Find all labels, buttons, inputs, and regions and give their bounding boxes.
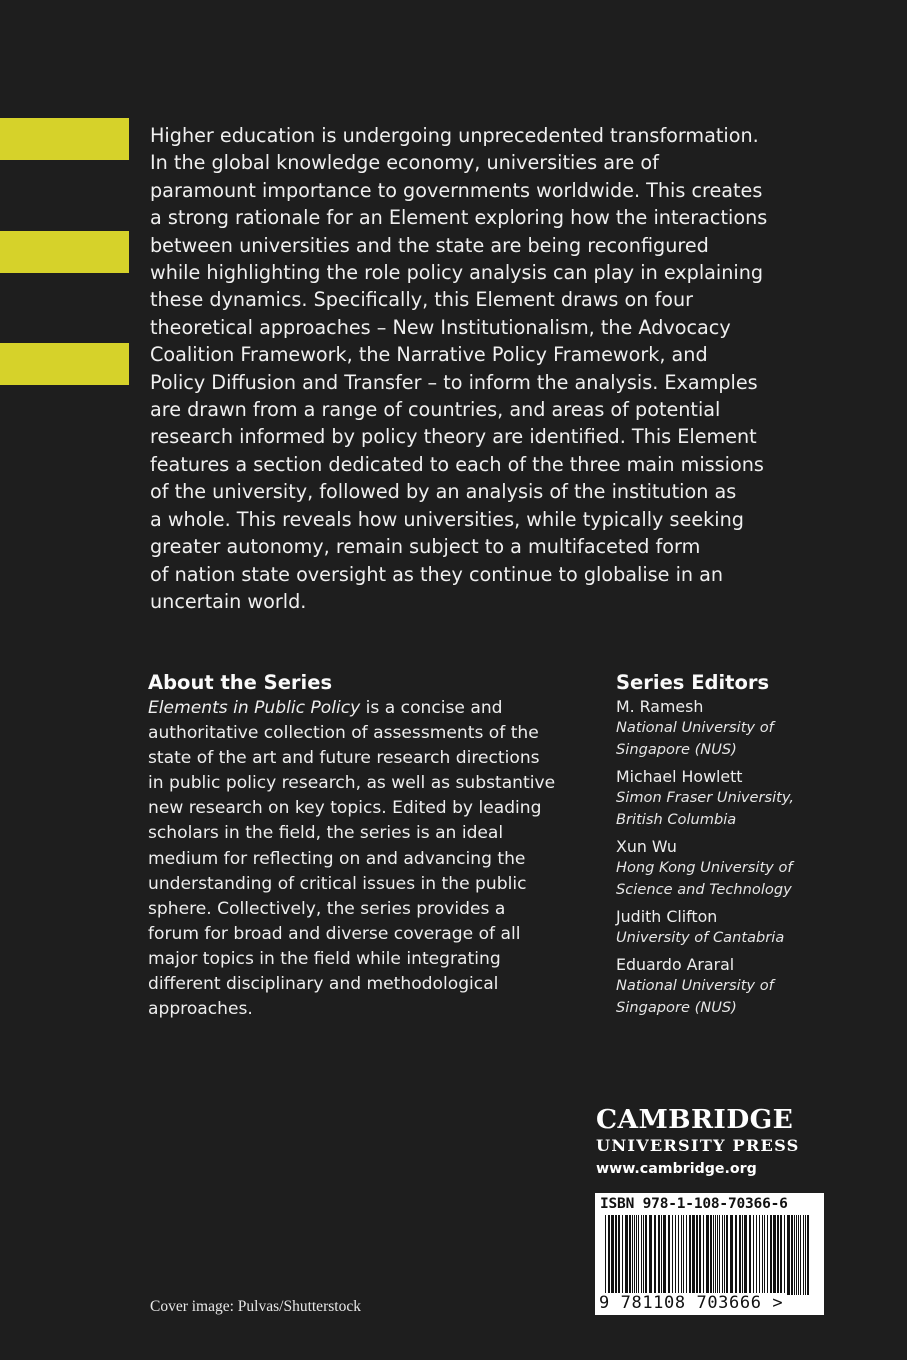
editor-affiliation: Science and Technology bbox=[616, 881, 792, 898]
editor-affiliation: British Columbia bbox=[616, 811, 737, 828]
barcode-bar bbox=[605, 1215, 606, 1295]
about-text bbox=[148, 696, 588, 1022]
editor-entry bbox=[616, 906, 896, 949]
blurb-line: are drawn from a range of countries, and areas of potential bbox=[150, 398, 721, 422]
editor-name: Judith Clifton bbox=[616, 907, 718, 926]
editor-affiliation: Hong Kong University of bbox=[616, 859, 793, 876]
about-line: sphere. Collectively, the series provides a bbox=[148, 898, 506, 919]
barcode-bar bbox=[762, 1215, 763, 1295]
barcode-bar bbox=[798, 1215, 799, 1295]
blurb-line: paramount importance to governments worldwide. This creates bbox=[150, 178, 763, 202]
about-line: understanding of critical issues in the public bbox=[148, 873, 527, 894]
barcode-bar bbox=[608, 1215, 610, 1295]
barcode-bar bbox=[645, 1215, 647, 1295]
about-line: different disciplinary and methodological bbox=[148, 974, 499, 995]
barcode-bar bbox=[796, 1215, 797, 1295]
editor-name: Eduardo Araral bbox=[616, 955, 735, 974]
blurb-line: these dynamics. Specifically, this Element draws on four bbox=[150, 288, 694, 312]
blurb-line: features a section dedicated to each of the three main missions bbox=[150, 452, 764, 476]
barcode-bar bbox=[638, 1215, 639, 1295]
barcode-bar bbox=[661, 1215, 662, 1295]
barcode-bar bbox=[636, 1215, 637, 1295]
editor-name: Xun Wu bbox=[616, 837, 677, 856]
barcode-bar bbox=[615, 1215, 617, 1295]
editor-entry bbox=[616, 836, 896, 901]
editor-entry bbox=[616, 954, 896, 1019]
barcode-bar bbox=[678, 1215, 679, 1295]
blurb-line: of nation state oversight as they continue to globalise in an bbox=[150, 562, 724, 586]
blurb-line: a strong rationale for an Element exploring how the interactions bbox=[150, 206, 768, 230]
about-line: major topics in the field while integrating bbox=[148, 948, 501, 969]
editor-affiliation: National University of bbox=[616, 719, 774, 736]
barcode-bar bbox=[713, 1215, 714, 1295]
barcode-bar bbox=[611, 1215, 614, 1295]
barcode-bar bbox=[722, 1215, 723, 1295]
about-line: state of the art and future research directions bbox=[148, 748, 540, 769]
editor-entry bbox=[616, 696, 896, 761]
about-line: in public policy research, as well as substantive bbox=[148, 773, 556, 794]
about-line: scholars in the field, the series is an ideal bbox=[148, 823, 504, 844]
barcode-bar bbox=[800, 1215, 801, 1295]
blurb-line: greater autonomy, remain subject to a multifaceted form bbox=[150, 535, 701, 559]
about-line bbox=[148, 696, 588, 721]
barcode-bar bbox=[730, 1215, 733, 1295]
editor-affiliation: University of Cantabria bbox=[616, 929, 785, 946]
barcode-bar bbox=[784, 1215, 785, 1295]
barcode-bar bbox=[643, 1215, 644, 1295]
cover-image-credit: Cover image: Pulvas/Shutterstock bbox=[150, 1298, 361, 1315]
blurb-line: In the global knowledge economy, universities are of bbox=[150, 151, 659, 175]
book-blurb bbox=[150, 122, 850, 615]
barcode-digits: 9 781108 703666 > bbox=[599, 1293, 784, 1313]
barcode-bar bbox=[770, 1215, 772, 1295]
blurb-line: of the university, followed by an analysis of the institution as bbox=[150, 480, 737, 504]
barcode-bar bbox=[703, 1215, 704, 1295]
barcode-bar bbox=[739, 1215, 741, 1295]
accent-bar-bottom bbox=[0, 343, 129, 385]
barcode-bar bbox=[668, 1215, 670, 1295]
barcode-bar bbox=[794, 1215, 795, 1295]
barcode-bar bbox=[807, 1215, 809, 1295]
barcode-bar bbox=[780, 1215, 782, 1295]
editor-affiliation: Singapore (NUS) bbox=[616, 999, 737, 1016]
barcode-bar bbox=[634, 1215, 635, 1295]
barcode-bars bbox=[605, 1215, 813, 1295]
barcode-bar bbox=[742, 1215, 743, 1295]
barcode-bar bbox=[735, 1215, 737, 1295]
barcode-bar bbox=[717, 1215, 718, 1295]
barcode-bar bbox=[689, 1215, 691, 1295]
barcode-bar bbox=[744, 1215, 747, 1295]
barcode-bar bbox=[706, 1215, 709, 1295]
editor-name: Michael Howlett bbox=[616, 767, 743, 786]
barcode-bar bbox=[672, 1215, 673, 1295]
barcode-bar bbox=[759, 1215, 760, 1295]
barcode-bar bbox=[696, 1215, 698, 1295]
blurb-line: theoretical approaches – New Institutionalism, the Advocacy bbox=[150, 315, 731, 339]
about-heading: About the Series bbox=[148, 671, 333, 694]
barcode-bar bbox=[654, 1215, 656, 1295]
editor-affiliation: Singapore (NUS) bbox=[616, 741, 737, 758]
barcode-bar bbox=[803, 1215, 804, 1295]
barcode-bar bbox=[719, 1215, 720, 1295]
about-the-series bbox=[148, 669, 588, 1022]
accent-bar-middle bbox=[0, 231, 129, 273]
blurb-line: while highlighting the role policy analysis can play in explaining bbox=[150, 261, 764, 285]
blurb-line: Higher education is undergoing unprecedented transformation. bbox=[150, 124, 759, 147]
about-line: forum for broad and diverse coverage of all bbox=[148, 923, 521, 944]
barcode-bar bbox=[649, 1215, 652, 1295]
barcode-bar bbox=[699, 1215, 701, 1295]
barcode-bar bbox=[658, 1215, 660, 1295]
barcode-bar bbox=[675, 1215, 676, 1295]
editors-heading: Series Editors bbox=[616, 671, 770, 694]
barcode-bar bbox=[724, 1215, 725, 1295]
about-line: medium for reflecting on and advancing the bbox=[148, 848, 526, 869]
publisher-url: www.cambridge.org bbox=[596, 1161, 757, 1177]
barcode-bar bbox=[726, 1215, 728, 1295]
barcode-bar bbox=[681, 1215, 682, 1295]
isbn-barcode bbox=[595, 1193, 824, 1315]
barcode-bar bbox=[715, 1215, 716, 1295]
accent-bar-top bbox=[0, 118, 129, 160]
barcode-bar bbox=[777, 1215, 779, 1295]
barcode-bar bbox=[618, 1215, 620, 1295]
blurb-line: between universities and the state are being reconfigured bbox=[150, 233, 709, 257]
barcode-bar bbox=[622, 1215, 623, 1295]
blurb-line: Coalition Framework, the Narrative Policy Framework, and bbox=[150, 343, 708, 367]
barcode-bar bbox=[632, 1215, 633, 1295]
publisher-subtitle: UNIVERSITY PRESS bbox=[596, 1136, 800, 1155]
about-line: new research on key topics. Edited by leading bbox=[148, 798, 542, 819]
isbn-label: ISBN 978-1-108-70366-6 bbox=[600, 1196, 788, 1212]
series-editors bbox=[616, 669, 896, 1024]
barcode-bar bbox=[791, 1215, 793, 1295]
publisher-logo bbox=[596, 1104, 826, 1182]
barcode-bar bbox=[686, 1215, 687, 1295]
series-title: Elements in Public Policy bbox=[148, 698, 361, 718]
blurb-line: a whole. This reveals how universities, while typically seeking bbox=[150, 507, 744, 531]
publisher-name: CAMBRIDGE bbox=[596, 1104, 794, 1135]
blurb-line: Policy Diffusion and Transfer – to inform the analysis. Examples bbox=[150, 370, 758, 394]
editor-entry bbox=[616, 766, 896, 831]
about-first-line-rest: is a concise and bbox=[360, 698, 503, 718]
barcode-bar bbox=[805, 1215, 806, 1295]
about-line: approaches. bbox=[148, 999, 253, 1020]
barcode-bar bbox=[749, 1215, 751, 1295]
barcode-bar bbox=[641, 1215, 642, 1295]
barcode-bar bbox=[787, 1215, 790, 1295]
barcode-bar bbox=[773, 1215, 776, 1295]
barcode-bar bbox=[683, 1215, 684, 1295]
editor-affiliation: Simon Fraser University, bbox=[616, 789, 795, 806]
barcode-bar bbox=[753, 1215, 754, 1295]
barcode-bar bbox=[764, 1215, 765, 1295]
blurb-line: uncertain world. bbox=[150, 589, 307, 613]
barcode-bar bbox=[767, 1215, 768, 1295]
barcode-bar bbox=[710, 1215, 712, 1295]
barcode-bar bbox=[625, 1215, 628, 1295]
barcode-bar bbox=[756, 1215, 757, 1295]
about-line: authoritative collection of assessments of the bbox=[148, 723, 539, 744]
barcode-bar bbox=[692, 1215, 695, 1295]
blurb-line: research informed by policy theory are identified. This Element bbox=[150, 425, 757, 449]
barcode-bar bbox=[663, 1215, 666, 1295]
editor-name: M. Ramesh bbox=[616, 697, 704, 716]
barcode-bar bbox=[629, 1215, 631, 1295]
editor-affiliation: National University of bbox=[616, 977, 774, 994]
